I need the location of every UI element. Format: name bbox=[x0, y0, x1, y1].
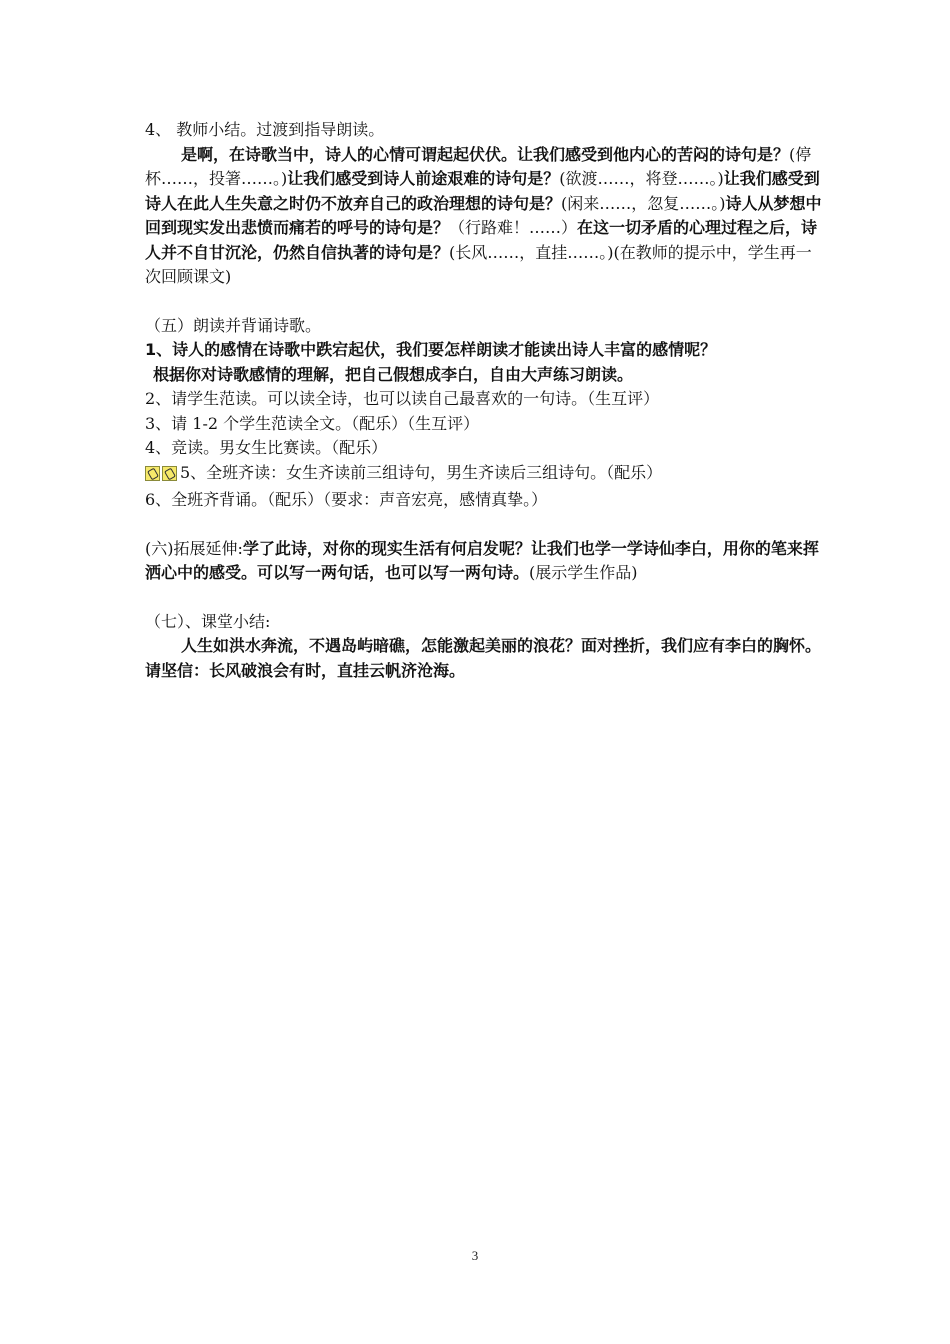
section4-question-text: 在这一切矛盾的心理过程之后，诗人并不自甘沉沦，仍然自信执著的诗句是？ bbox=[145, 218, 818, 262]
section4-answer-text: (停杯……，投箸……。) bbox=[145, 144, 812, 188]
section5-item4: 4、竞读。男女生比赛读。（配乐） bbox=[145, 438, 388, 457]
section4-summary-paragraph bbox=[145, 143, 825, 290]
section5-item5-text: 5、全班齐读：女生齐读前三组诗句，男生齐读后三组诗句。（配乐） bbox=[180, 462, 663, 482]
section7-heading: （七）、课堂小结: bbox=[145, 611, 271, 631]
document-body bbox=[145, 118, 825, 683]
section4-answer-text: （行路难！……） bbox=[449, 218, 578, 237]
section4-answer-text: (长风……，直挂……。)(在教师的提示中，学生再一次回顾课文) bbox=[145, 242, 812, 286]
section4-question-text: 让我们感受到诗人在此人生失意之时仍不放弃自己的政治理想的诗句是？ bbox=[145, 169, 820, 213]
edit-icon bbox=[145, 466, 160, 481]
section6-tail: (展示学生作品) bbox=[529, 563, 638, 582]
section4-answer-text: (闲来……，忽复……。) bbox=[561, 193, 726, 213]
section5-item2: 2、请学生范读。可以读全诗，也可以读自己最喜欢的一句诗。（生互评） bbox=[145, 389, 660, 408]
page-number: 3 bbox=[471, 1248, 479, 1263]
edit-icons bbox=[145, 464, 179, 489]
section4-answer-text: (欲渡……，将登……。) bbox=[559, 169, 724, 188]
section6-paragraph bbox=[145, 537, 825, 586]
section5-item3: 3、请 1-2 个学生范读全文。（配乐）（生互评） bbox=[145, 413, 480, 433]
section5-heading: （五）朗读并背诵诗歌。 bbox=[145, 315, 322, 335]
section5-item6: 6、全班齐背诵。（配乐）（要求：声音宏亮，感情真挚。） bbox=[145, 490, 548, 509]
spacer bbox=[145, 290, 825, 314]
spacer bbox=[145, 586, 825, 610]
section7-summary: 人生如洪水奔流，不遇岛屿暗礁，怎能激起美丽的浪花？面对挫折，我们应有李白的胸怀。请坚信：长风破浪会有时，直挂云帆济沧海。 bbox=[145, 636, 822, 680]
section6-bold-text: 学了此诗，对你的现实生活有何启发呢？让我们也学一学诗仙李白，用你的笔来挥洒心中的感受。可以写一两句话，也可以写一两句诗。 bbox=[145, 538, 819, 582]
section5-item1-line1: 1、诗人的感情在诗歌中跌宕起伏，我们要怎样朗读才能读出诗人丰富的感情呢？ bbox=[145, 340, 717, 359]
section6-lead: (六)拓展延伸: bbox=[145, 538, 243, 558]
section4-question-text: 诗人从梦想中回到现实发出悲愤而痛若的呼号的诗句是？ bbox=[145, 193, 822, 237]
edit-icon bbox=[162, 466, 177, 481]
section5-item1-line2: 根据你对诗歌感情的理解，把自己假想成李白，自由大声练习朗读。 bbox=[153, 364, 634, 384]
section4-question-text: 让我们感受到诗人前途艰难的诗句是？ bbox=[287, 169, 560, 188]
section5-item5 bbox=[145, 461, 825, 489]
section4-question-text: 是啊，在诗歌当中，诗人的心情可谓起起伏伏。让我们感受到他内心的苦闷的诗句是？ bbox=[181, 144, 790, 164]
section4-heading: 4、 教师小结。过渡到指导朗读。 bbox=[145, 120, 385, 139]
spacer bbox=[145, 513, 825, 537]
